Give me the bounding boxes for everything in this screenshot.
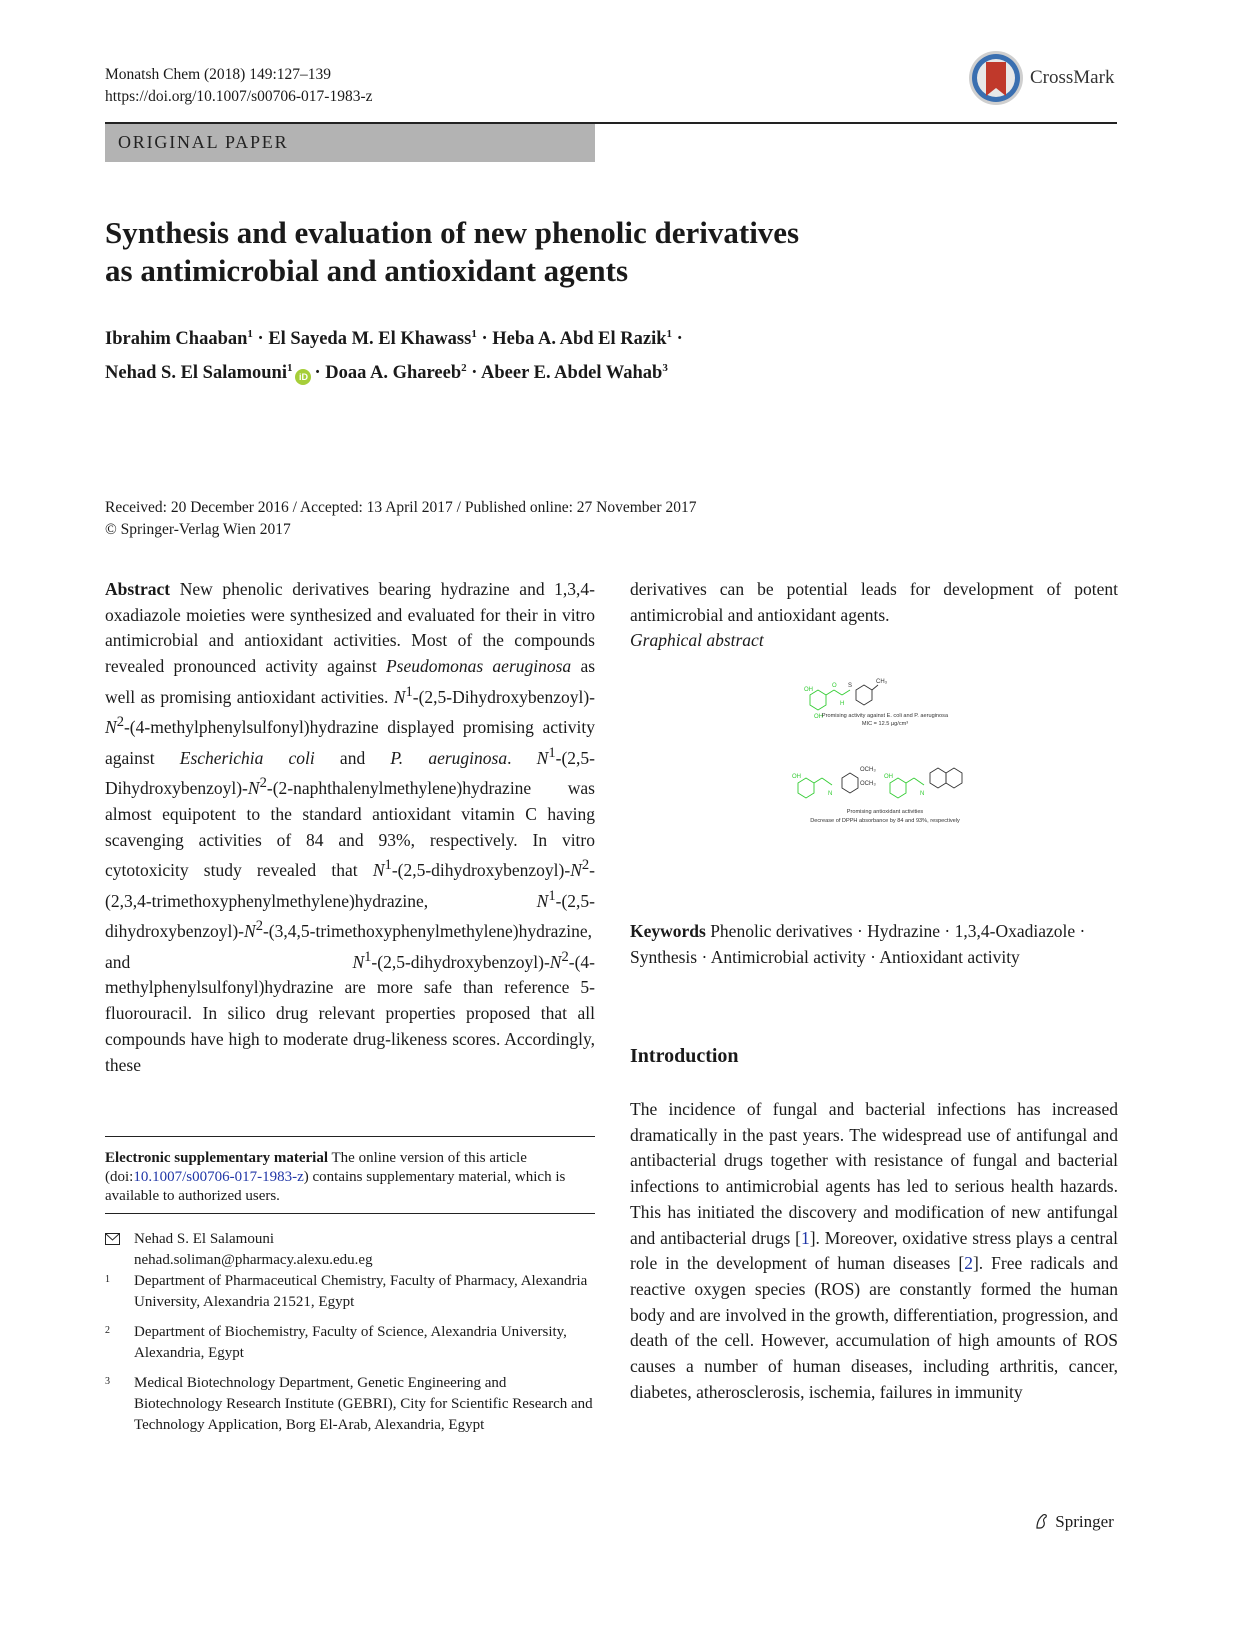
abstract-text: -(2,5-dihydroxybenzoyl)- — [105, 890, 595, 942]
abstract-text: -(4-methylphenylsulfonyl)hydrazine displayed promising activity against — [105, 717, 595, 768]
author-name[interactable]: Ibrahim Chaaban — [105, 329, 248, 350]
author-affiliation-marker: 3 — [662, 362, 668, 375]
chem-bond — [826, 690, 834, 695]
compound-superscript: 2 — [581, 857, 590, 874]
author-affiliation-marker: 2 — [461, 362, 467, 375]
organism-name: Escherichia coli — [179, 747, 315, 768]
graphical-caption: MIC = 12.5 µg/cm³ — [861, 721, 909, 727]
abstract-text: -(4-methylphenylsulfonyl)hydrazine are more safe than reference 5-fluorouracil. In silico drug relevant properties proposed that all compounds have high to moderate drug-likeness scores. Accordingly, these — [105, 951, 595, 1075]
atom-label: CH₃ — [876, 679, 888, 685]
abstract-text: derivatives can be potential leads for development of potent antimicrobial and antioxidant agents. — [630, 579, 1118, 625]
article-dates — [105, 497, 696, 541]
graphical-caption: Decrease of DPPH absorbance by 84 and 93%, respectively — [810, 818, 960, 824]
author-affiliation-marker: 1 — [247, 328, 253, 340]
keywords-list: Phenolic derivatives · Hydrazine · 1,3,4-Oxadiazole · Synthesis · Antimicrobial activity · Antioxidant activity — [630, 921, 1086, 967]
section-label: ORIGINAL PAPER — [118, 132, 289, 152]
abstract-text: -(2,5-dihydroxybenzoyl)- — [391, 860, 571, 881]
author-name[interactable]: Heba A. Abd El Razik — [492, 329, 667, 350]
atom-label: OCH₃ — [860, 767, 876, 773]
affiliation-number: 3 — [105, 1376, 110, 1387]
citation-link[interactable]: 2 — [964, 1253, 973, 1274]
author-affiliation-marker: 1 — [666, 328, 673, 340]
intro-text: ]. Free radicals and reactive oxygen species (ROS) are constantly formed the human body and are involved in the growth, differentiation, progression, and death of the cell. However, accumulation of high amounts of ROS causes a number of human diseases, including arthritis, cancer, diabetes, atherosclerosis, ischemia, failures in immunity — [630, 1253, 1119, 1402]
atom-label: OCH₃ — [860, 781, 876, 787]
compound-symbol: N — [570, 860, 582, 881]
compound-superscript: 1 — [548, 887, 556, 904]
compound-symbol: N — [244, 921, 256, 942]
footnote-rule — [105, 1213, 595, 1214]
abstract-text: -(2,5-Dihydroxybenzoyl)- — [412, 686, 595, 707]
abstract-body: Abstract New phenolic derivatives bearing hydrazine and 1,3,4-oxadiazole moieties were synthesized and evaluated for their in vitro antimicrobial and antioxidant activities. Most of the compounds revealed pronounced activity against Pseudomonas aeruginosa as well as promising antioxidant activities. $N^1-(2,5-Dihydroxybenzoyl)-N^2-(4-methylphenylsulfonyl)hydrazine$ displayed promising activity against Escherichia coli and P. aeruginosa. $N^1-(2,5-Dihydroxybenzoyl)-N^2-(2-naphthalenylmethylene)hydrazine$ was almost equipotent to the standard antioxidant vitamin C having scavenging activities of 84 and 93%, respectively. In vitro cytotoxicity study revealed that $N^1-(2,5-dihydroxybenzoyl)-N^2-(2,3,4-trimethoxyphenylmethylene)hydrazine$, $N^1-(2,5-dihydroxybenzoyl)-N^2-(3,4,5-trimethoxyphenylmethylene)hydrazine$, and $N^1-(2,5-dihydroxybenzoyl)-N^2-(4-methylphenylsulfonyl)hydrazine$ are more safe than reference 5-fluorouracil. In silico drug relevant properties proposed that all compounds have high to moderate drug-likeness scores. Accordingly, these — [105, 579, 596, 1075]
atom-label: OH — [792, 774, 801, 780]
esm-text: ) contains supplementary material, which is available to authorized users. — [105, 1169, 566, 1204]
supplementary-note — [105, 1149, 595, 1206]
graphical-caption: Promising activity against E. coli and P. aeruginosa — [821, 713, 949, 719]
author-name[interactable]: Doaa A. Ghareeb — [325, 363, 462, 384]
compound-superscript: 1 — [405, 683, 413, 700]
author-name[interactable]: Abeer E. Abdel Wahab — [481, 363, 663, 384]
graphical-abstract-heading: Graphical abstract — [630, 630, 764, 651]
organism-name: P. aeruginosa — [390, 747, 508, 768]
author-affiliation-marker: 1 — [286, 362, 293, 375]
author-name[interactable]: El Sayeda M. El Khawass — [268, 329, 472, 350]
affiliation-text: Department of Biochemistry, Faculty of Science, Alexandria University, Alexandria, Egypt — [134, 1324, 567, 1361]
abstract-heading: Abstract — [105, 579, 171, 599]
intro-text: The incidence of fungal and bacterial infections has increased dramatically in the past years. The widespread use of antifungal and antibacterial drugs together with resistance of fungal and bacterial infections to antimicrobial agents has led to serious health hazards. This has initiated the discovery and modification of new antifungal and antibacterial drugs [ — [630, 1099, 1118, 1248]
author-name[interactable]: Nehad S. El Salamouni — [105, 363, 287, 384]
history-line: Received: 20 December 2016 / Accepted: 13 April 2017 / Published online: 27 November 2017 — [105, 499, 697, 516]
abstract-text: -(2,5-Dihydroxybenzoyl)- — [105, 747, 595, 799]
crossmark-icon — [968, 50, 1024, 106]
esm-doi-link[interactable]: 10.1007/s00706-017-1983-z — [133, 1169, 304, 1185]
compound-symbol: N — [393, 686, 406, 707]
title-line-2: as antimicrobial and antioxidant agents — [105, 253, 629, 288]
compound-superscript: 2 — [259, 775, 267, 792]
compound-superscript: 2 — [561, 948, 569, 965]
graphical-abstract-figure — [790, 675, 980, 865]
benzene-ring — [890, 778, 906, 798]
compound-superscript: 1 — [364, 948, 372, 965]
esm-text: The online version of this article (doi: — [105, 1150, 527, 1185]
affiliation-text: Department of Pharmaceutical Chemistry, Faculty of Pharmacy, Alexandria University, Alexandria 21521, Egypt — [134, 1273, 588, 1310]
abstract-text: -(2,5-dihydroxybenzoyl)- — [371, 951, 550, 972]
atom-label: N — [920, 791, 925, 797]
contact-name: Nehad S. El Salamouni — [134, 1231, 274, 1247]
compound-superscript: 1 — [384, 857, 392, 874]
abstract-text: -(2-naphthalenylmethylene)hydrazine was almost equipotent to the standard antioxidant vitamin C having scavenging activities of 84 and 93%, respectively. In vitro cytotoxicity study revealed that — [105, 778, 595, 881]
organism-name: Pseudomonas aeruginosa — [385, 656, 572, 677]
author-list: Ibrahim Chaaban$^1$ · El Sayeda M. El Khawass$^1$ · Heba A. Abd El Razik$^1$ · Nehad S. El Salamouni$^1$iD · Doaa A. Ghareeb$^2$ · Abeer E. Abdel Wahab$^3$ — [105, 328, 683, 384]
compound-symbol: N — [549, 951, 562, 972]
naphthalene-ring — [930, 768, 946, 788]
envelope-icon — [105, 1233, 120, 1245]
author-affiliation-marker: 1 — [471, 328, 477, 340]
affiliation-number: 1 — [105, 1274, 110, 1285]
abstract-text: -(3,4,5-trimethoxyphenylmethylene)hydrazine, and — [105, 921, 592, 972]
atom-label: OH — [814, 714, 823, 720]
compound-symbol: N — [536, 747, 549, 768]
publisher-name: Springer — [1055, 1512, 1114, 1531]
compound-symbol: N — [536, 890, 549, 911]
compound-symbol: N — [352, 951, 365, 972]
publisher-logo — [1033, 1512, 1114, 1532]
footnote-rule — [105, 1136, 595, 1137]
atom-label: S — [848, 683, 853, 689]
crossmark-badge[interactable] — [968, 48, 1118, 108]
benzene-ring — [810, 690, 826, 710]
compound-symbol: N — [105, 717, 117, 738]
introduction-heading: Introduction — [630, 1045, 739, 1067]
intro-text: ]. Moreover, oxidative stress plays a central role in the development of human diseases [ — [630, 1227, 1118, 1274]
section-band — [105, 124, 595, 162]
benzene-ring — [798, 778, 814, 798]
abstract-continued — [630, 577, 1118, 654]
abstract-text: and — [339, 747, 366, 768]
contact-email[interactable]: nehad.soliman@pharmacy.alexu.edu.eg — [134, 1252, 373, 1268]
affiliation-text: Medical Biotechnology Department, Genetic Engineering and Biotechnology Research Institute (GEBRI), City for Scientific Research and Technology Application, Borg El-Arab, Alexandria, Egypt — [134, 1375, 593, 1433]
chem-bond — [906, 778, 914, 783]
benzene-ring — [842, 773, 858, 793]
molecule-structures — [798, 685, 962, 798]
crossmark-label: CrossMark — [1030, 67, 1115, 88]
compound-superscript: 2 — [255, 918, 263, 935]
title-line-1: Synthesis and evaluation of new phenolic derivatives — [105, 215, 800, 250]
orcid-icon[interactable]: iD — [295, 369, 311, 385]
graphical-abstract — [790, 675, 980, 865]
compound-superscript: 2 — [116, 714, 124, 731]
affiliation-number: 2 — [105, 1325, 110, 1336]
keywords — [630, 919, 1118, 970]
compound-superscript: 1 — [548, 744, 556, 761]
atom-label: N — [828, 791, 833, 797]
atom-label: H — [840, 701, 845, 707]
article-title — [105, 214, 1005, 290]
journal-citation — [105, 64, 373, 108]
atom-label: OH — [804, 687, 813, 693]
chem-bond — [914, 778, 924, 785]
introduction-body — [630, 1097, 1118, 1405]
graphical-caption: Promising antioxidant activities — [846, 809, 924, 815]
atom-label: OH — [884, 774, 893, 780]
naphthalene-ring — [946, 768, 962, 788]
chem-bond — [834, 690, 842, 695]
benzene-ring — [856, 685, 872, 705]
keywords-heading: Keywords — [630, 921, 706, 941]
citation-link[interactable]: 1 — [800, 1227, 810, 1248]
chem-bond — [822, 778, 832, 785]
chem-bond — [842, 690, 850, 695]
springer-horse-icon — [1033, 1512, 1051, 1530]
copyright-line: © Springer-Verlag Wien 2017 — [105, 521, 291, 538]
chem-bond — [814, 778, 822, 783]
abstract-text: as well as promising antioxidant activities. — [105, 656, 596, 707]
esm-heading: Electronic supplementary material — [105, 1150, 329, 1166]
doi-line[interactable]: https://doi.org/10.1007/s00706-017-1983-z — [105, 88, 373, 105]
abstract-text: -(2,3,4-trimethoxyphenylmethylene)hydrazine, — [105, 860, 595, 911]
journal-line: Monatsh Chem (2018) 149:127–139 — [105, 66, 332, 83]
atom-label: O — [832, 683, 837, 689]
abstract-text: New phenolic derivatives bearing hydrazine and 1,3,4-oxadiazole moieties were synthesized and evaluated for their in vitro antimicrobial and antioxidant activities. Most of the compounds revealed pronounced activity against — [105, 579, 596, 677]
chem-bond — [872, 685, 878, 690]
compound-symbol: N — [247, 778, 260, 799]
compound-symbol: N — [372, 860, 385, 881]
